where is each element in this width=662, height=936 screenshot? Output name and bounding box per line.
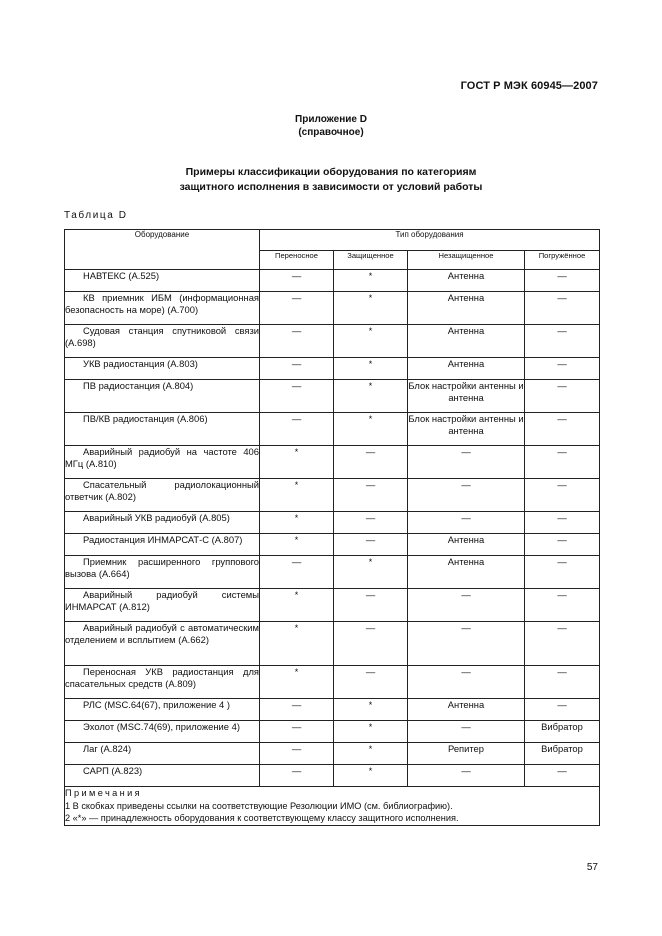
equipment-table [64, 229, 600, 826]
equipment-name: Аварийный УКВ радиобуй (А.805) [65, 512, 260, 534]
table-label: Таблица D [64, 210, 128, 221]
cell-submerged: — [525, 292, 600, 325]
cell-submerged: — [525, 699, 600, 721]
cell-protected: — [334, 446, 408, 479]
cell-unprotected: Блок настройки антенны и антенна [408, 380, 525, 413]
table-row [65, 292, 600, 325]
equipment-name: Аварийный радиобуй системы ИНМАРСАТ (А.812) [65, 589, 260, 622]
appendix-subtitle: (справочное) [298, 127, 364, 138]
equipment-name: КВ приемник ИБМ (информационная безопасность на море) (А.700) [65, 292, 260, 325]
cell-protected: * [334, 413, 408, 446]
cell-submerged: — [525, 380, 600, 413]
cell-portable: — [260, 743, 334, 765]
cell-submerged: — [525, 765, 600, 787]
cell-unprotected: — [408, 589, 525, 622]
cell-portable: — [260, 413, 334, 446]
notes-title: Примечания [65, 788, 143, 798]
cell-submerged: — [525, 446, 600, 479]
cell-portable: * [260, 666, 334, 699]
cell-portable: — [260, 358, 334, 380]
cell-unprotected: Антенна [408, 270, 525, 292]
cell-submerged: — [525, 512, 600, 534]
cell-protected: — [334, 512, 408, 534]
table-row [65, 270, 600, 292]
cell-unprotected: Блок настройки антенны и антенна [408, 413, 525, 446]
table-row [65, 534, 600, 556]
cell-protected: * [334, 743, 408, 765]
equipment-name: Судовая станция спутниковой связи (А.698) [65, 325, 260, 358]
cell-portable: * [260, 534, 334, 556]
table-row [65, 380, 600, 413]
table-notes [65, 787, 600, 826]
cell-unprotected: Антенна [408, 358, 525, 380]
equipment-name: Лаг (А.824) [65, 743, 260, 765]
cell-unprotected: — [408, 446, 525, 479]
table-row [65, 589, 600, 622]
cell-protected: — [334, 479, 408, 512]
cell-submerged: — [525, 589, 600, 622]
cell-protected: — [334, 534, 408, 556]
cell-submerged: — [525, 270, 600, 292]
cell-submerged: — [525, 413, 600, 446]
standard-number: ГОСТ Р МЭК 60945—2007 [460, 80, 598, 92]
cell-submerged: — [525, 325, 600, 358]
equipment-name: САРП (А.823) [65, 765, 260, 787]
table-row [65, 765, 600, 787]
cell-protected: * [334, 325, 408, 358]
table-row [65, 666, 600, 699]
cell-portable: — [260, 325, 334, 358]
cell-unprotected: — [408, 512, 525, 534]
cell-submerged: — [525, 556, 600, 589]
equipment-name: Приемник расширенного группового вызова (А.664) [65, 556, 260, 589]
cell-protected: * [334, 380, 408, 413]
table-row [65, 699, 600, 721]
cell-unprotected: — [408, 479, 525, 512]
table-row [65, 512, 600, 534]
cell-portable: — [260, 721, 334, 743]
equipment-name: Переносная УКВ радиостанция для спасательных средств (А.809) [65, 666, 260, 699]
cell-portable: — [260, 699, 334, 721]
cell-portable: — [260, 556, 334, 589]
header-equipment-type: Тип оборудования [260, 230, 600, 251]
cell-unprotected: Антенна [408, 292, 525, 325]
header-equipment: Оборудование [65, 230, 260, 270]
equipment-name: ПВ/КВ радиостанция (А.806) [65, 413, 260, 446]
appendix-heading [0, 113, 662, 139]
equipment-name: РЛС (MSC.64(67), приложение 4 ) [65, 699, 260, 721]
title-line-2: защитного исполнения в зависимости от условий работы [179, 181, 483, 193]
cell-unprotected: Антенна [408, 556, 525, 589]
table-row [65, 358, 600, 380]
cell-protected: * [334, 721, 408, 743]
cell-unprotected: — [408, 721, 525, 743]
column-header-portable: Переносное [260, 251, 334, 270]
cell-portable: * [260, 446, 334, 479]
table-row [65, 325, 600, 358]
equipment-name: Эхолот (MSC.74(69), приложение 4) [65, 721, 260, 743]
note-2: 2 «*» — принадлежность оборудования к соответствующему классу защитного исполнения. [65, 813, 459, 823]
cell-protected: * [334, 765, 408, 787]
cell-portable: — [260, 765, 334, 787]
cell-unprotected: Репитер [408, 743, 525, 765]
cell-protected: * [334, 270, 408, 292]
column-header-protected: Защищенное [334, 251, 408, 270]
cell-submerged: — [525, 622, 600, 666]
section-title [0, 165, 662, 195]
cell-protected: — [334, 666, 408, 699]
table-row [65, 622, 600, 666]
cell-portable: * [260, 589, 334, 622]
equipment-name: ПВ радиостанция (А.804) [65, 380, 260, 413]
cell-protected: — [334, 622, 408, 666]
cell-portable: * [260, 622, 334, 666]
equipment-name: Аварийный радиобуй с автоматическим отделением и всплытием (А.662) [65, 622, 260, 666]
cell-submerged: — [525, 534, 600, 556]
table-row [65, 446, 600, 479]
equipment-name: Спасательный радиолокационный ответчик (А.802) [65, 479, 260, 512]
equipment-name: УКВ радиостанция (А.803) [65, 358, 260, 380]
cell-portable: — [260, 292, 334, 325]
column-header-unprotected: Незащищенное [408, 251, 525, 270]
cell-portable: — [260, 270, 334, 292]
cell-protected: * [334, 699, 408, 721]
appendix-title: Приложение D [295, 114, 367, 125]
note-1: 1 В скобках приведены ссылки на соответствующие Резолюции ИМО (см. библиографию). [65, 800, 453, 811]
equipment-name: Аварийный радиобуй на частоте 406 МГц (А.810) [65, 446, 260, 479]
cell-protected: * [334, 292, 408, 325]
cell-submerged: — [525, 479, 600, 512]
equipment-name: НАВТЕКС (А.525) [65, 270, 260, 292]
cell-submerged: — [525, 358, 600, 380]
cell-submerged: Вибратор [525, 721, 600, 743]
table-row [65, 721, 600, 743]
page-number: 57 [586, 862, 598, 873]
cell-protected: — [334, 589, 408, 622]
title-line-1: Примеры классификации оборудования по категориям [185, 166, 477, 178]
table-row [65, 556, 600, 589]
cell-portable: * [260, 479, 334, 512]
column-header-submerged: Погружённое [525, 251, 600, 270]
cell-unprotected: Антенна [408, 534, 525, 556]
cell-portable: * [260, 512, 334, 534]
table-row [65, 413, 600, 446]
cell-submerged: — [525, 666, 600, 699]
table-row [65, 479, 600, 512]
cell-unprotected: — [408, 765, 525, 787]
cell-submerged: Вибратор [525, 743, 600, 765]
cell-protected: * [334, 358, 408, 380]
cell-unprotected: — [408, 622, 525, 666]
table-row [65, 743, 600, 765]
cell-unprotected: Антенна [408, 699, 525, 721]
cell-protected: * [334, 556, 408, 589]
cell-unprotected: Антенна [408, 325, 525, 358]
cell-portable: — [260, 380, 334, 413]
cell-unprotected: — [408, 666, 525, 699]
equipment-name: Радиостанция ИНМАРСАТ-С (А.807) [65, 534, 260, 556]
